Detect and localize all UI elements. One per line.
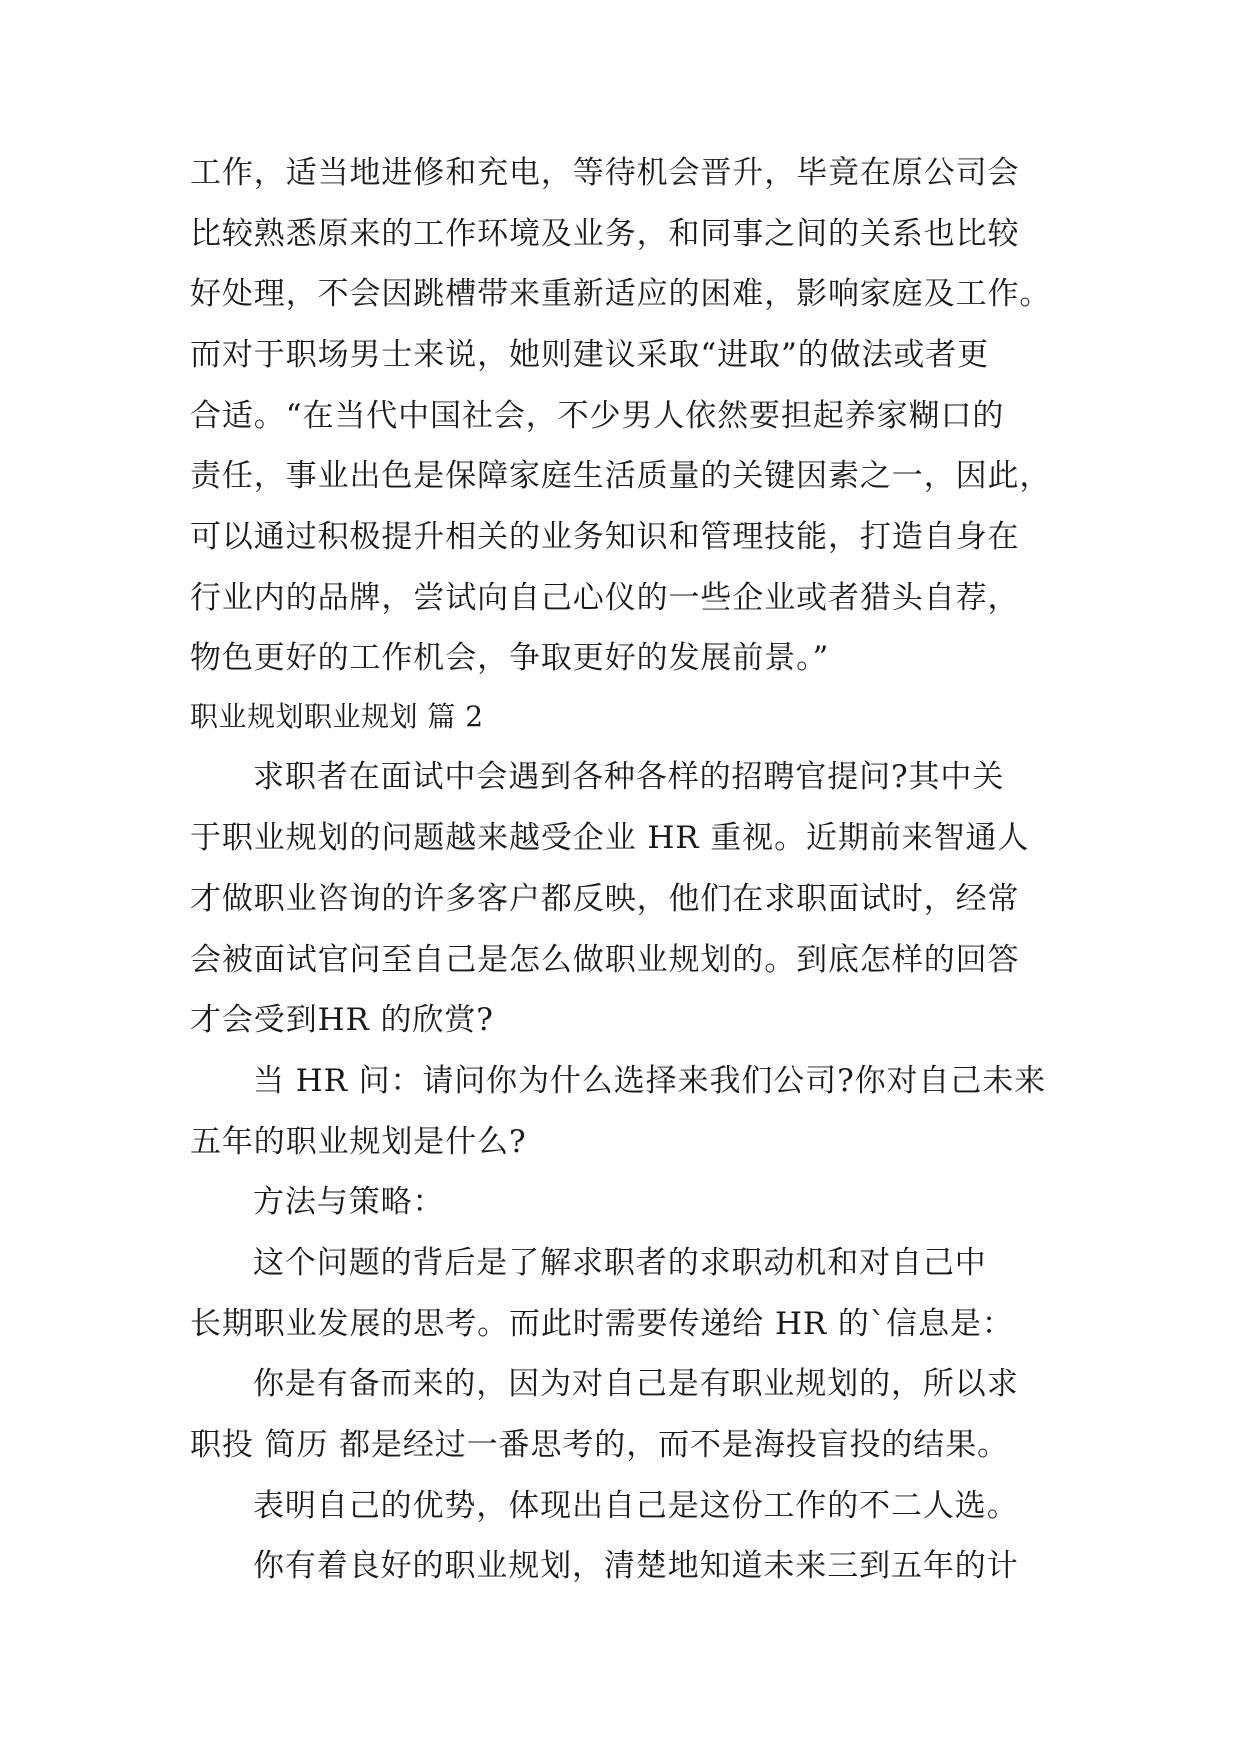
paragraph-line: 合适。“在当代中国社会，不少男人依然要担起养家糊口的 (190, 398, 1005, 434)
paragraph-line: 方法与策略： (253, 1184, 445, 1220)
paragraph-line: 于职业规划的问题越来越受企业 HR 重视。近期前来智通人 (190, 820, 1030, 856)
paragraph-line: 才做职业咨询的许多客户都反映，他们在求职面试时，经常 (190, 881, 1020, 917)
paragraph-line: 而对于职场男士来说，她则建议采取“进取”的做法或者更 (190, 337, 990, 373)
paragraph-line: 行业内的品牌，尝试向自己心仪的一些企业或者猎头自荐， (190, 580, 1020, 616)
paragraph-line: 才会受到HR 的欣赏? (190, 1002, 494, 1038)
section-heading: 职业规划职业规划 篇 2 (190, 700, 484, 733)
paragraph-line: 物色更好的工作机会，争取更好的发展前景。” (190, 640, 830, 676)
paragraph-line: 求职者在面试中会遇到各种各样的招聘官提问?其中关 (253, 759, 1005, 795)
paragraph-line: 责任，事业出色是保障家庭生活质量的关键因素之一，因此， (190, 458, 1052, 494)
paragraph-line: 可以通过积极提升相关的业务知识和管理技能，打造自身在 (190, 519, 1020, 555)
paragraph-line: 当 HR 问：请问你为什么选择来我们公司?你对自己未来 (253, 1063, 1047, 1099)
paragraph-line: 表明自己的优势，体现出自己是这份工作的不二人选。 (253, 1488, 1019, 1524)
paragraph-line: 好处理，不会因跳槽带来重新适应的困难，影响家庭及工作。 (190, 276, 1052, 312)
paragraph-line: 你有着良好的职业规划，清楚地知道未来三到五年的计 (253, 1548, 1019, 1584)
paragraph-line: 职投 简历 都是经过一番思考的，而不是海投盲投的结果。 (190, 1427, 1010, 1463)
paragraph-line: 长期职业发展的思考。而此时需要传递给 HR 的`信息是： (190, 1306, 1014, 1342)
paragraph-line: 比较熟悉原来的工作环境及业务，和同事之间的关系也比较 (190, 216, 1020, 252)
paragraph-line: 你是有备而来的，因为对自己是有职业规划的，所以求 (253, 1366, 1019, 1402)
paragraph-line: 五年的职业规划是什么? (190, 1124, 527, 1160)
paragraph-line: 这个问题的背后是了解求职者的求职动机和对自己中 (253, 1245, 987, 1281)
paragraph-line: 会被面试官问至自己是怎么做职业规划的。到底怎样的回答 (190, 942, 1020, 978)
paragraph-line: 工作，适当地进修和充电，等待机会晋升，毕竟在原公司会 (190, 155, 1020, 191)
